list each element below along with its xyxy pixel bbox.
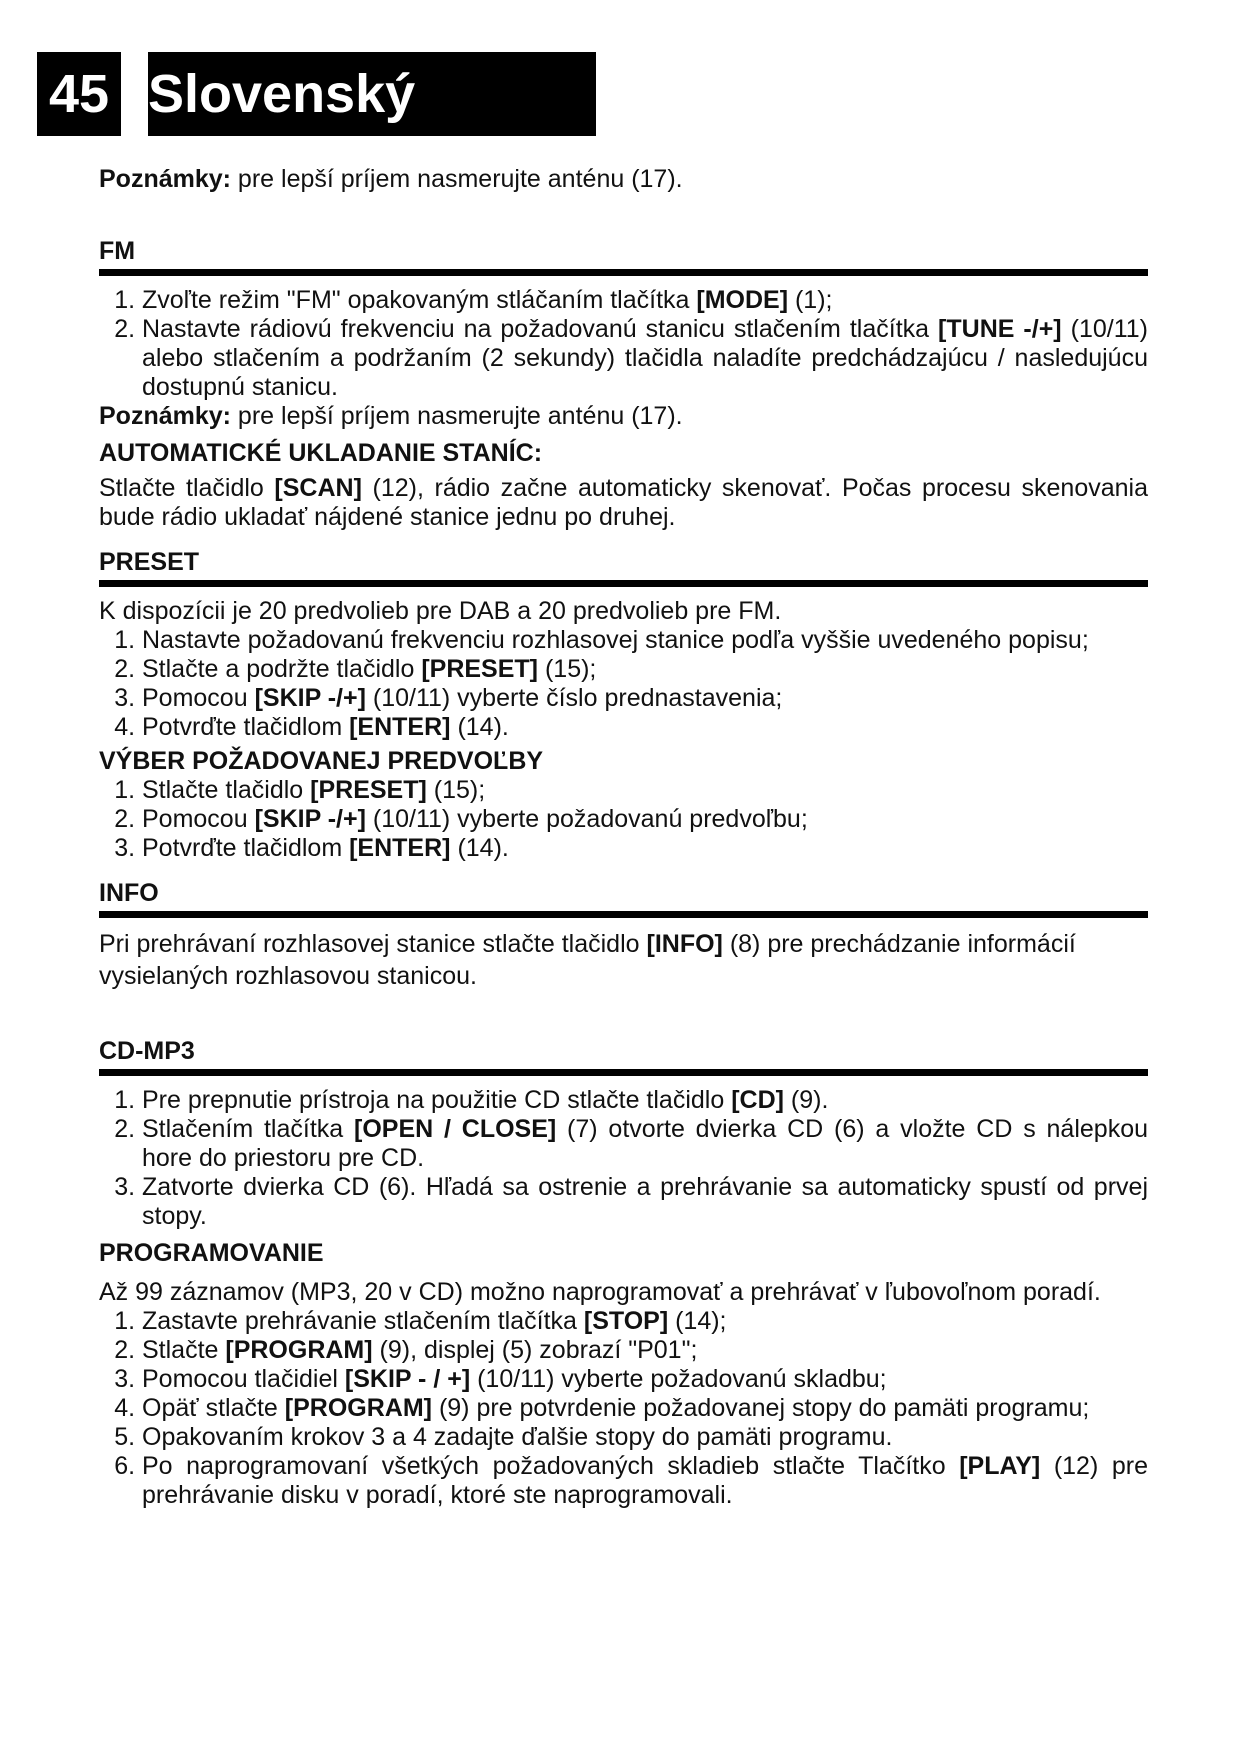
text: Potvrďte tlačidlom bbox=[142, 713, 350, 741]
preset-select-heading: VÝBER POŽADOVANEJ PREDVOĽBY bbox=[99, 747, 544, 775]
language-title: Slovenský bbox=[148, 52, 596, 136]
list-item: 3. Zatvorte dvierka CD (6). Hľadá sa ostrenie a prehrávanie sa automaticky spustí od prvej stopy. bbox=[142, 1173, 1148, 1231]
text: Opäť stlačte bbox=[142, 1394, 285, 1422]
preset-key: [PRESET] bbox=[421, 655, 539, 683]
text: (1); bbox=[788, 286, 833, 314]
info-key: [INFO] bbox=[646, 930, 723, 958]
list-item bbox=[142, 1086, 1148, 1115]
text: Pomocou tlačidiel bbox=[142, 1365, 345, 1393]
text: (15); bbox=[426, 776, 486, 804]
info-text bbox=[99, 928, 1148, 992]
skip-key: [SKIP -/+] bbox=[254, 805, 366, 833]
list-item bbox=[142, 684, 1148, 713]
list-item bbox=[142, 1394, 1148, 1423]
skip-key: [SKIP -/+] bbox=[254, 684, 366, 712]
text: (14). bbox=[450, 713, 509, 741]
scan-key: [SCAN] bbox=[274, 474, 362, 502]
document-body bbox=[99, 165, 1148, 1510]
preset-intro: K dispozícii je 20 predvolieb pre DAB a 20 predvolieb pre FM. bbox=[99, 597, 782, 625]
list-item bbox=[142, 286, 1148, 315]
tune-key: [TUNE -/+] bbox=[938, 315, 1062, 343]
preset-select-steps bbox=[99, 776, 1148, 863]
preset-steps bbox=[99, 626, 1148, 742]
play-key: [PLAY] bbox=[959, 1452, 1041, 1480]
list-item bbox=[142, 1336, 1148, 1365]
list-item bbox=[142, 1452, 1148, 1510]
text: Stlačením tlačítka bbox=[142, 1115, 355, 1143]
text: Pomocou bbox=[142, 805, 255, 833]
fm-note bbox=[99, 402, 1148, 431]
intro-note-text: pre lepší príjem nasmerujte anténu (17). bbox=[230, 165, 683, 193]
auto-save-text bbox=[99, 474, 1148, 532]
preset-key: [PRESET] bbox=[310, 776, 427, 804]
text: Stlačte tlačidlo bbox=[142, 776, 311, 804]
fm-note-text: pre lepší príjem nasmerujte anténu (17). bbox=[230, 402, 683, 430]
list-item bbox=[142, 1307, 1148, 1336]
text: (14); bbox=[668, 1307, 727, 1335]
mode-key: [MODE] bbox=[696, 286, 789, 314]
text: Pomocou bbox=[142, 684, 255, 712]
text: Zvoľte režim "FM" opakovaným stláčaním tlačítka bbox=[142, 286, 697, 314]
fm-note-label: Poznámky: bbox=[99, 402, 231, 430]
list-item bbox=[142, 1115, 1148, 1173]
list-item bbox=[142, 315, 1148, 402]
open-close-key: [OPEN / CLOSE] bbox=[354, 1115, 557, 1143]
enter-key: [ENTER] bbox=[349, 834, 451, 862]
text: Nastavte rádiovú frekvenciu na požadovanú stanicu stlačením tlačítka bbox=[142, 315, 939, 343]
program-key: [PROGRAM] bbox=[225, 1336, 373, 1364]
text: (9) pre potvrdenie požadovanej stopy do pamäti programu; bbox=[432, 1394, 1090, 1422]
program-key: [PROGRAM] bbox=[284, 1394, 432, 1422]
text: (10/11) vyberte požadovanú predvoľbu; bbox=[365, 805, 808, 833]
enter-key: [ENTER] bbox=[349, 713, 451, 741]
text: (12), rádio začne automaticky skenovať. Počas procesu skenovania bude rádio ukladať nájdené stanice jednu po druhej. bbox=[99, 474, 1149, 531]
text: (10/11) vyberte číslo prednastavenia; bbox=[365, 684, 783, 712]
text: (8) pre prechádzanie informácií vysielaných rozhlasovou stanicou. bbox=[99, 930, 1076, 990]
list-item bbox=[142, 713, 1148, 742]
list-item: 1. Nastavte požadovanú frekvenciu rozhlasovej stanice podľa vyššie uvedeného popisu; bbox=[142, 626, 1148, 655]
page-number: 45 bbox=[37, 52, 121, 136]
text: (9), displej (5) zobrazí "P01"; bbox=[372, 1336, 698, 1364]
fm-steps bbox=[99, 286, 1148, 402]
section-info-heading: INFO bbox=[99, 879, 1148, 918]
text: Stlačte bbox=[142, 1336, 226, 1364]
auto-save-heading: AUTOMATICKÉ UKLADANIE STANÍC: bbox=[99, 439, 543, 467]
text: Pri prehrávaní rozhlasovej stanice stlačte tlačidlo bbox=[99, 930, 647, 958]
page-header bbox=[37, 52, 596, 136]
programming-heading: PROGRAMOVANIE bbox=[99, 1239, 324, 1267]
cd-steps bbox=[99, 1086, 1148, 1231]
section-preset-heading: PRESET bbox=[99, 548, 1148, 587]
list-item bbox=[142, 776, 1148, 805]
list-item bbox=[142, 834, 1148, 863]
text: (10/11) alebo stlačením a podržaním (2 sekundy) tlačidla naladíte predchádzajúcu / nasledujúcu dostupnú stanicu. bbox=[142, 315, 1148, 401]
text: Stlačte a podržte tlačidlo bbox=[142, 655, 422, 683]
intro-note bbox=[99, 165, 1148, 194]
section-fm-heading: FM bbox=[99, 237, 1148, 276]
list-item bbox=[142, 655, 1148, 684]
list-item bbox=[142, 805, 1148, 834]
skip-key: [SKIP - / +] bbox=[344, 1365, 471, 1393]
cd-key: [CD] bbox=[731, 1086, 784, 1114]
text: Po naprogramovaní všetkých požadovaných skladieb stlačte Tlačítko bbox=[142, 1452, 960, 1480]
stop-key: [STOP] bbox=[583, 1307, 669, 1335]
text: (10/11) vyberte požadovanú skladbu; bbox=[470, 1365, 887, 1393]
text: (15); bbox=[538, 655, 597, 683]
text: Zastavte prehrávanie stlačením tlačítka bbox=[142, 1307, 584, 1335]
text: Potvrďte tlačidlom bbox=[142, 834, 350, 862]
text: (9). bbox=[783, 1086, 829, 1114]
text: (7) otvorte dvierka CD (6) a vložte CD s nálepkou hore do priestoru pre CD. bbox=[142, 1115, 1148, 1172]
text: Stlačte tlačidlo bbox=[99, 474, 275, 502]
text: (14). bbox=[450, 834, 509, 862]
text: (12) pre prehrávanie disku v poradí, ktoré ste naprogramovali. bbox=[142, 1452, 1148, 1509]
programming-intro: Až 99 záznamov (MP3, 20 v CD) možno naprogramovať a prehrávať v ľubovoľnom poradí. bbox=[99, 1278, 1101, 1306]
intro-note-label: Poznámky: bbox=[99, 165, 231, 193]
list-item: 5. Opakovaním krokov 3 a 4 zadajte ďalšie stopy do pamäti programu. bbox=[142, 1423, 1148, 1452]
section-cd-heading: CD-MP3 bbox=[99, 1037, 1148, 1076]
programming-steps bbox=[99, 1307, 1148, 1510]
list-item bbox=[142, 1365, 1148, 1394]
text: Pre prepnutie prístroja na použitie CD stlačte tlačidlo bbox=[142, 1086, 732, 1114]
